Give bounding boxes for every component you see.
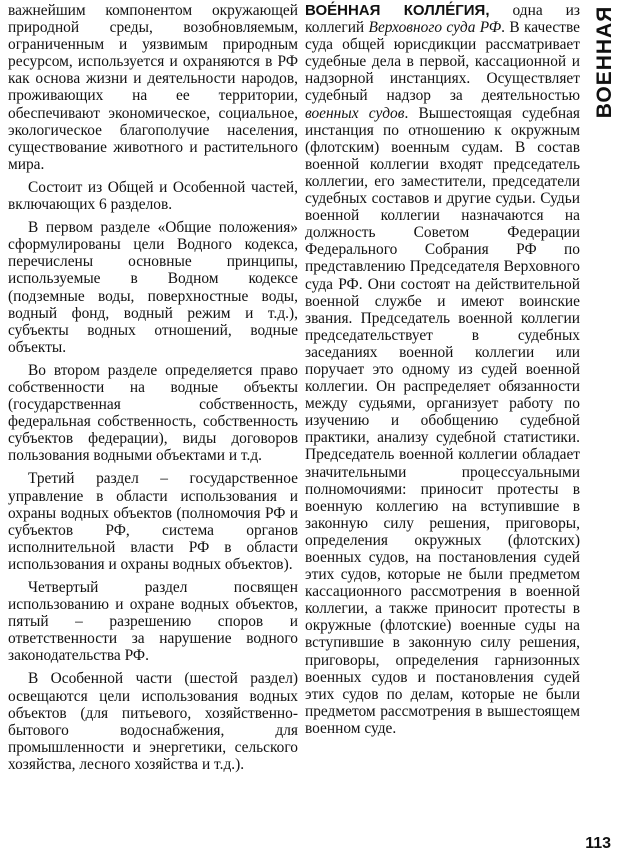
left-text-column: [8, 2, 298, 779]
entry-text: . В качестве суда общей юрисдикции рассматривает судебные дела в первой, кассационной и надзорной инстанциях. Осуществляет судебный надзор за деятельностью: [305, 19, 580, 105]
paragraph-section-4-5: Четвертый раздел посвящен использованию и охране водных объектов, пятый – разрешению споров и ответственности за нарушение водного законодательства РФ.: [8, 579, 298, 665]
paragraph-section-3: Третий раздел – государственное управление в области использования и охраны водных объектов (полномочия РФ и субъектов РФ, система органов исполнительной власти РФ в области использования и охраны водных объектов).: [8, 470, 298, 573]
section-side-tab: [591, 2, 619, 122]
paragraph-section-2: Во втором разделе определяется право собственности на водные объекты (государственная собственность, федеральная собственность, собственность субъектов федерации), виды договоров пользования водными объектами и т.д.: [8, 361, 298, 465]
side-tab-label: ВОЕННАЯ: [593, 5, 616, 119]
cross-reference: Верховного суда РФ: [368, 19, 502, 37]
cross-reference: военных судов: [305, 104, 405, 122]
entry-text: одна из коллегий: [305, 2, 580, 37]
continued-paragraph: важнейшим компонентом окружающей природной среды, возобновляемым, ограниченным и уязвимым природным ресурсом, используется и охраняются в РФ как основа жизни и деятельности народов, проживающих на ее территории, обеспечивают экономическое, социальное, экологическое благополучие населения, существование животного и растительного мира.: [8, 2, 298, 173]
entry-voennaya-kollegiya: [305, 2, 580, 737]
paragraph-section-1: В первом разделе «Общие положения» сформулированы цели Водного кодекса, перечислены основные принципы, используемые в Водном кодексе (подземные воды, поверхностные воды, водный фонд, водный режим и т.д.), субъекты водных отношений, водные объекты.: [8, 219, 298, 356]
entry-term: ВОЕ́ННАЯ КОЛЛЕ́ГИЯ,: [305, 2, 490, 19]
paragraph-structure: Состоит из Общей и Особенной частей, включающих 6 разделов.: [8, 178, 298, 214]
right-text-column: [305, 2, 580, 743]
page-number: 113: [585, 835, 611, 852]
paragraph-special-part: В Особенной части (шестой раздел) освещаются цели использования водных объектов (для питьевого, хозяйственно-бытового водоснабжения, для промышленности и энергетики, сельского хозяйства, лесного хозяйства и т.д.).: [8, 670, 298, 773]
entry-text: . Вышестоящая судебная инстанция по отношению к окружным (флотским) военным судам. В состав военной коллегии входят председатель коллегии, его заместители, председатели судебных составов и другие судьи. Судьи военной коллегии назначаются на должность Советом Федерации Федерального Собрания РФ по представлению Председателя Верховного суда РФ. Они состоят на действительной военной службе и имеют воинские звания. Председатель военной коллегии председательствует в судебных заседаниях военной коллегии или поручает это одному из судей военной коллегии. Он распределяет обязанности между судьями, организует работу по изучению и обобщению судебной практики, анализу судебной статистики. Председатель военной коллегии обладает значительными процессуальными полномочиями: приносит протесты в военную коллегию на вступившие в законную силу решения, приговоры, определения окружных (флотских) военных судов, на постановления судей этих судов, которые не были предметом кассационного рассмотрения в военной коллегии, а также приносит протесты в окружные (флотские) военные суды на вступившие в законную силу решения, приговоры, определения гарнизонных военных судов и постановления судей этих судов по делам, которые не были предметом рассмотрения в вышестоящем военном суде.: [305, 104, 580, 737]
